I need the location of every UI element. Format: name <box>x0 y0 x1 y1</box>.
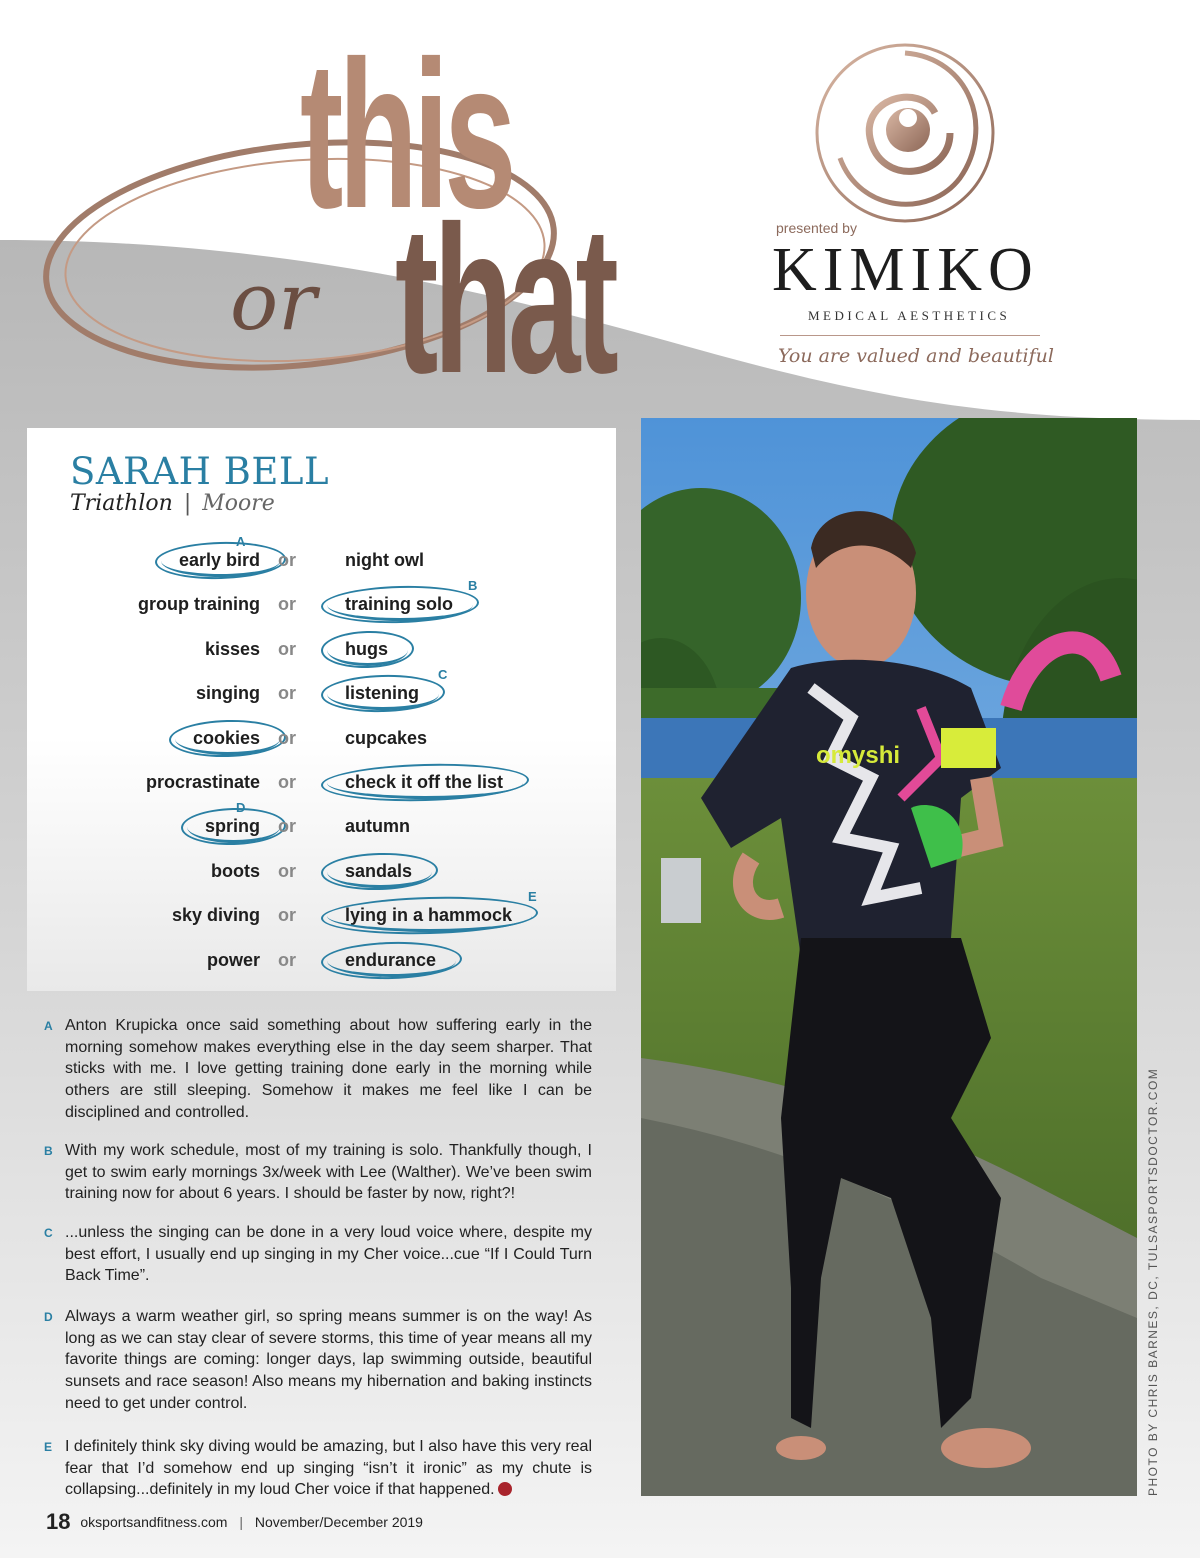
choice-row <box>40 534 600 582</box>
choice-or-label: or <box>278 905 296 926</box>
note-item <box>44 1306 592 1415</box>
choice-left-option: group training <box>138 594 260 615</box>
choice-or-label: or <box>278 816 296 837</box>
choice-or-label: or <box>278 949 296 970</box>
choice-row <box>40 720 600 760</box>
choice-or-label: or <box>278 594 296 615</box>
page-footer <box>46 1509 423 1535</box>
note-text-content: Always a warm weather girl, so spring means summer is on the way! As long as we can stay clear of severe storms, this time of year means all my favorite things are coming: longer days, lap swimming outside, beautiful sunsets and race season! Also means my hibernation and baking instincts need to get under control. <box>65 1308 592 1412</box>
choice-left-option: sky diving <box>171 905 260 926</box>
note-text <box>65 1222 592 1287</box>
choice-right-option: sandals <box>345 860 413 881</box>
choice-right-option: endurance <box>345 949 437 970</box>
photo-credit: PHOTO BY CHRIS BARNES, DC, TULSASPORTSDOCTOR.COM <box>1146 1067 1160 1496</box>
svg-text:omyshi: omyshi <box>816 742 901 769</box>
choice-row <box>40 764 600 804</box>
choice-or-label: or <box>278 772 296 792</box>
footer-issue: November/December 2019 <box>254 1514 423 1530</box>
note-text <box>65 1436 592 1501</box>
note-text-content: Anton Krupicka once said something about how suffering early in the morning somehow makes everything else in the day seem sharper. That sticks with me. I love getting training done early in the morning while others are still sleeping. Somehow it makes me feel like I can be disciplined and controlled. <box>65 1017 592 1121</box>
choice-note-marker: B <box>468 578 478 594</box>
sponsor-tagline: You are valued and beautiful <box>778 345 1054 367</box>
choice-row <box>40 942 600 982</box>
choice-or-label: or <box>278 550 296 570</box>
choice-left-option: kisses <box>204 638 260 659</box>
choice-note-marker: D <box>236 800 246 816</box>
choice-row <box>40 578 600 626</box>
choice-row <box>40 800 600 848</box>
note-item <box>44 1222 592 1287</box>
choice-left-option: spring <box>204 816 260 837</box>
choice-right-option: night owl <box>345 550 424 570</box>
choice-or-label: or <box>278 683 296 704</box>
title-or: or <box>230 255 317 348</box>
athlete-town: Moore <box>202 491 275 516</box>
note-text <box>65 1140 592 1205</box>
choice-left-option: power <box>206 949 260 970</box>
choice-right-option: training solo <box>345 594 453 615</box>
sponsor-subtitle: MEDICAL AESTHETICS <box>808 308 1011 323</box>
choice-left-option: procrastinate <box>145 772 260 792</box>
choice-row <box>40 631 600 671</box>
choice-right-option: cupcakes <box>345 727 428 748</box>
choice-note-marker: C <box>438 667 448 683</box>
choice-row <box>40 889 600 937</box>
choice-right-option: listening <box>345 683 420 704</box>
presented-by-label: presented by <box>776 220 857 236</box>
divider <box>780 335 1040 336</box>
choice-left-option: cookies <box>192 727 260 748</box>
swirl-logo-icon <box>800 38 1010 228</box>
choice-right-option: autumn <box>345 816 410 837</box>
choice-row <box>40 853 600 893</box>
athlete-sport: Triathlon <box>70 491 173 516</box>
note-letter: B <box>44 1144 53 1158</box>
note-text-content: With my work schedule, most of my training is solo. Thankfully though, I get to swim early mornings 3x/week with Lee (Walther). We’ve been swim training now for about 6 years. I should be faster by now, right?! <box>65 1142 592 1203</box>
choice-left-option: singing <box>196 683 260 704</box>
choice-right-option: check it off the list <box>345 772 504 792</box>
choice-or-label: or <box>278 727 296 748</box>
choice-row <box>40 667 600 715</box>
athlete-name: SARAH BELL <box>70 450 330 493</box>
note-item <box>44 1140 592 1205</box>
note-item <box>44 1436 592 1501</box>
note-letter: C <box>44 1226 53 1240</box>
note-letter: A <box>44 1019 53 1033</box>
end-mark-icon <box>498 1482 512 1496</box>
title-this: this <box>300 17 512 252</box>
note-text <box>65 1306 592 1415</box>
choice-note-marker: A <box>236 534 246 549</box>
note-item <box>44 1015 592 1124</box>
note-text <box>65 1015 592 1124</box>
athlete-separator: | <box>183 491 192 516</box>
choice-right-option: lying in a hammock <box>345 905 513 926</box>
athlete-photo <box>641 418 1137 1496</box>
sponsor-name: KIMIKO <box>772 236 1039 304</box>
choice-left-option: early bird <box>178 550 260 570</box>
note-text-content: ...unless the singing can be done in a very loud voice where, despite my best effort, I usually end up singing in my Cher voice...cue “If I Could Turn Back Time”. <box>65 1224 592 1285</box>
note-text-content: I definitely think sky diving would be amazing, but I also have this very real fear that I’d somehow end up singing “isn’t it ironic” as my chute is collapsing...definitely in my loud Cher voice if that happened. <box>65 1438 592 1499</box>
note-letter: E <box>44 1440 53 1454</box>
choice-or-label: or <box>278 638 296 659</box>
choice-or-label: or <box>278 860 296 881</box>
page-number: 18 <box>46 1509 71 1534</box>
footer-separator: | <box>239 1514 243 1530</box>
footer-site-link[interactable]: oksportsandfitness.com <box>80 1514 228 1530</box>
choice-note-marker: E <box>528 889 537 905</box>
choice-left-option: boots <box>211 860 260 881</box>
note-letter: D <box>44 1310 53 1324</box>
title-that: that <box>395 182 614 417</box>
athlete-details <box>70 491 275 516</box>
choice-right-option: hugs <box>345 638 388 659</box>
